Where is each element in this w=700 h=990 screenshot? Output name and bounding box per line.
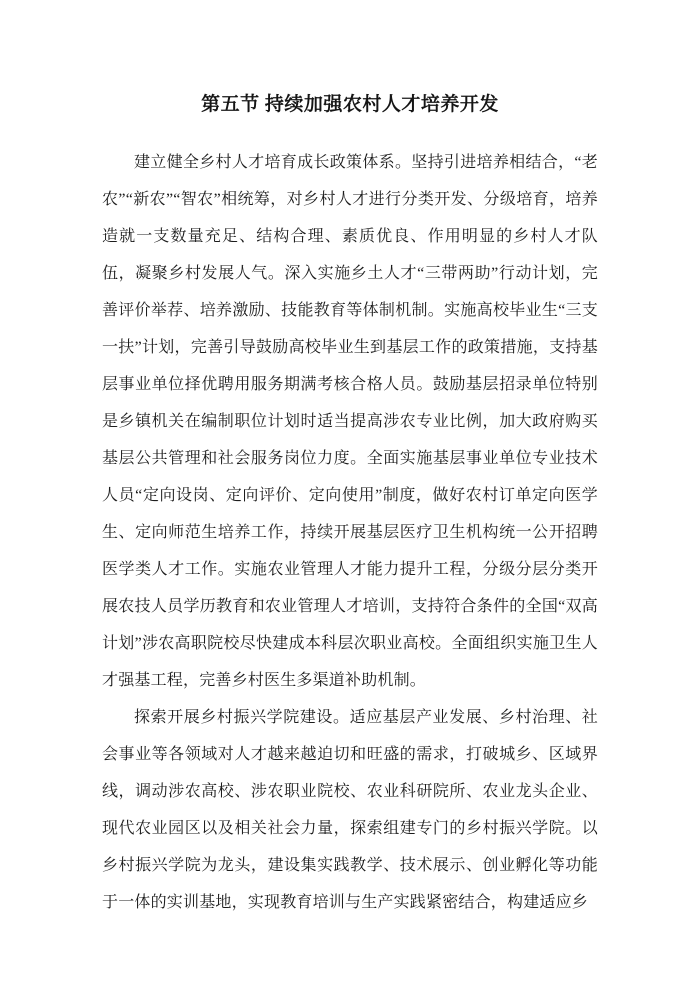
paragraph: 探索开展乡村振兴学院建设。适应基层产业发展、乡村治理、社会事业等各领域对人才越来越迫切和旺盛的需求，打破城乡、区域界线，调动涉农高校、涉农职业院校、农业科研院所、农业龙头企业、现代农业园区以及相关社会力量，探索组建专门的乡村振兴学院。以乡村振兴学院为龙头，建设集实践教学、技术展示、创业孵化等功能于一体的实训基地，实现教育培训与生产实践紧密结合，构建适应乡	[102, 709, 598, 911]
section-title: 第五节 持续加强农村人才培养开发	[201, 94, 499, 115]
document-body	[102, 144, 598, 921]
paragraph: 建立健全乡村人才培育成长政策体系。坚持引进培养相结合，“老农”“新农”“智农”相统筹，对乡村人才进行分类开发、分级培育，培养造就一支数量充足、结构合理、素质优良、作用明显的乡村人才队伍，凝聚乡村发展人气。深入实施乡土人才“三带两助”行动计划，完善评价举荐、培养激励、技能教育等体制机制。实施高校毕业生“三支一扶”计划，完善引导鼓励高校毕业生到基层工作的政策措施，支持基层事业单位择优聘用服务期满考核合格人员。鼓励基层招录单位特别是乡镇机关在编制职位计划时适当提高涉农专业比例，加大政府购买基层公共管理和社会服务岗位力度。全面实施基层事业单位专业技术人员“定向设岗、定向评价、定向使用”制度，做好农村订单定向医学生、定向师范生培养工作，持续开展基层医疗卫生机构统一公开招聘医学类人才工作。实施农业管理人才能力提升工程，分级分层分类开展农技人员学历教育和农业管理人才培训，支持符合条件的全国“双高计划”涉农高职院校尽快建成本科层次职业高校。全面组织实施卫生人才强基工程，完善乡村医生多渠道补助机制。	[102, 154, 598, 689]
